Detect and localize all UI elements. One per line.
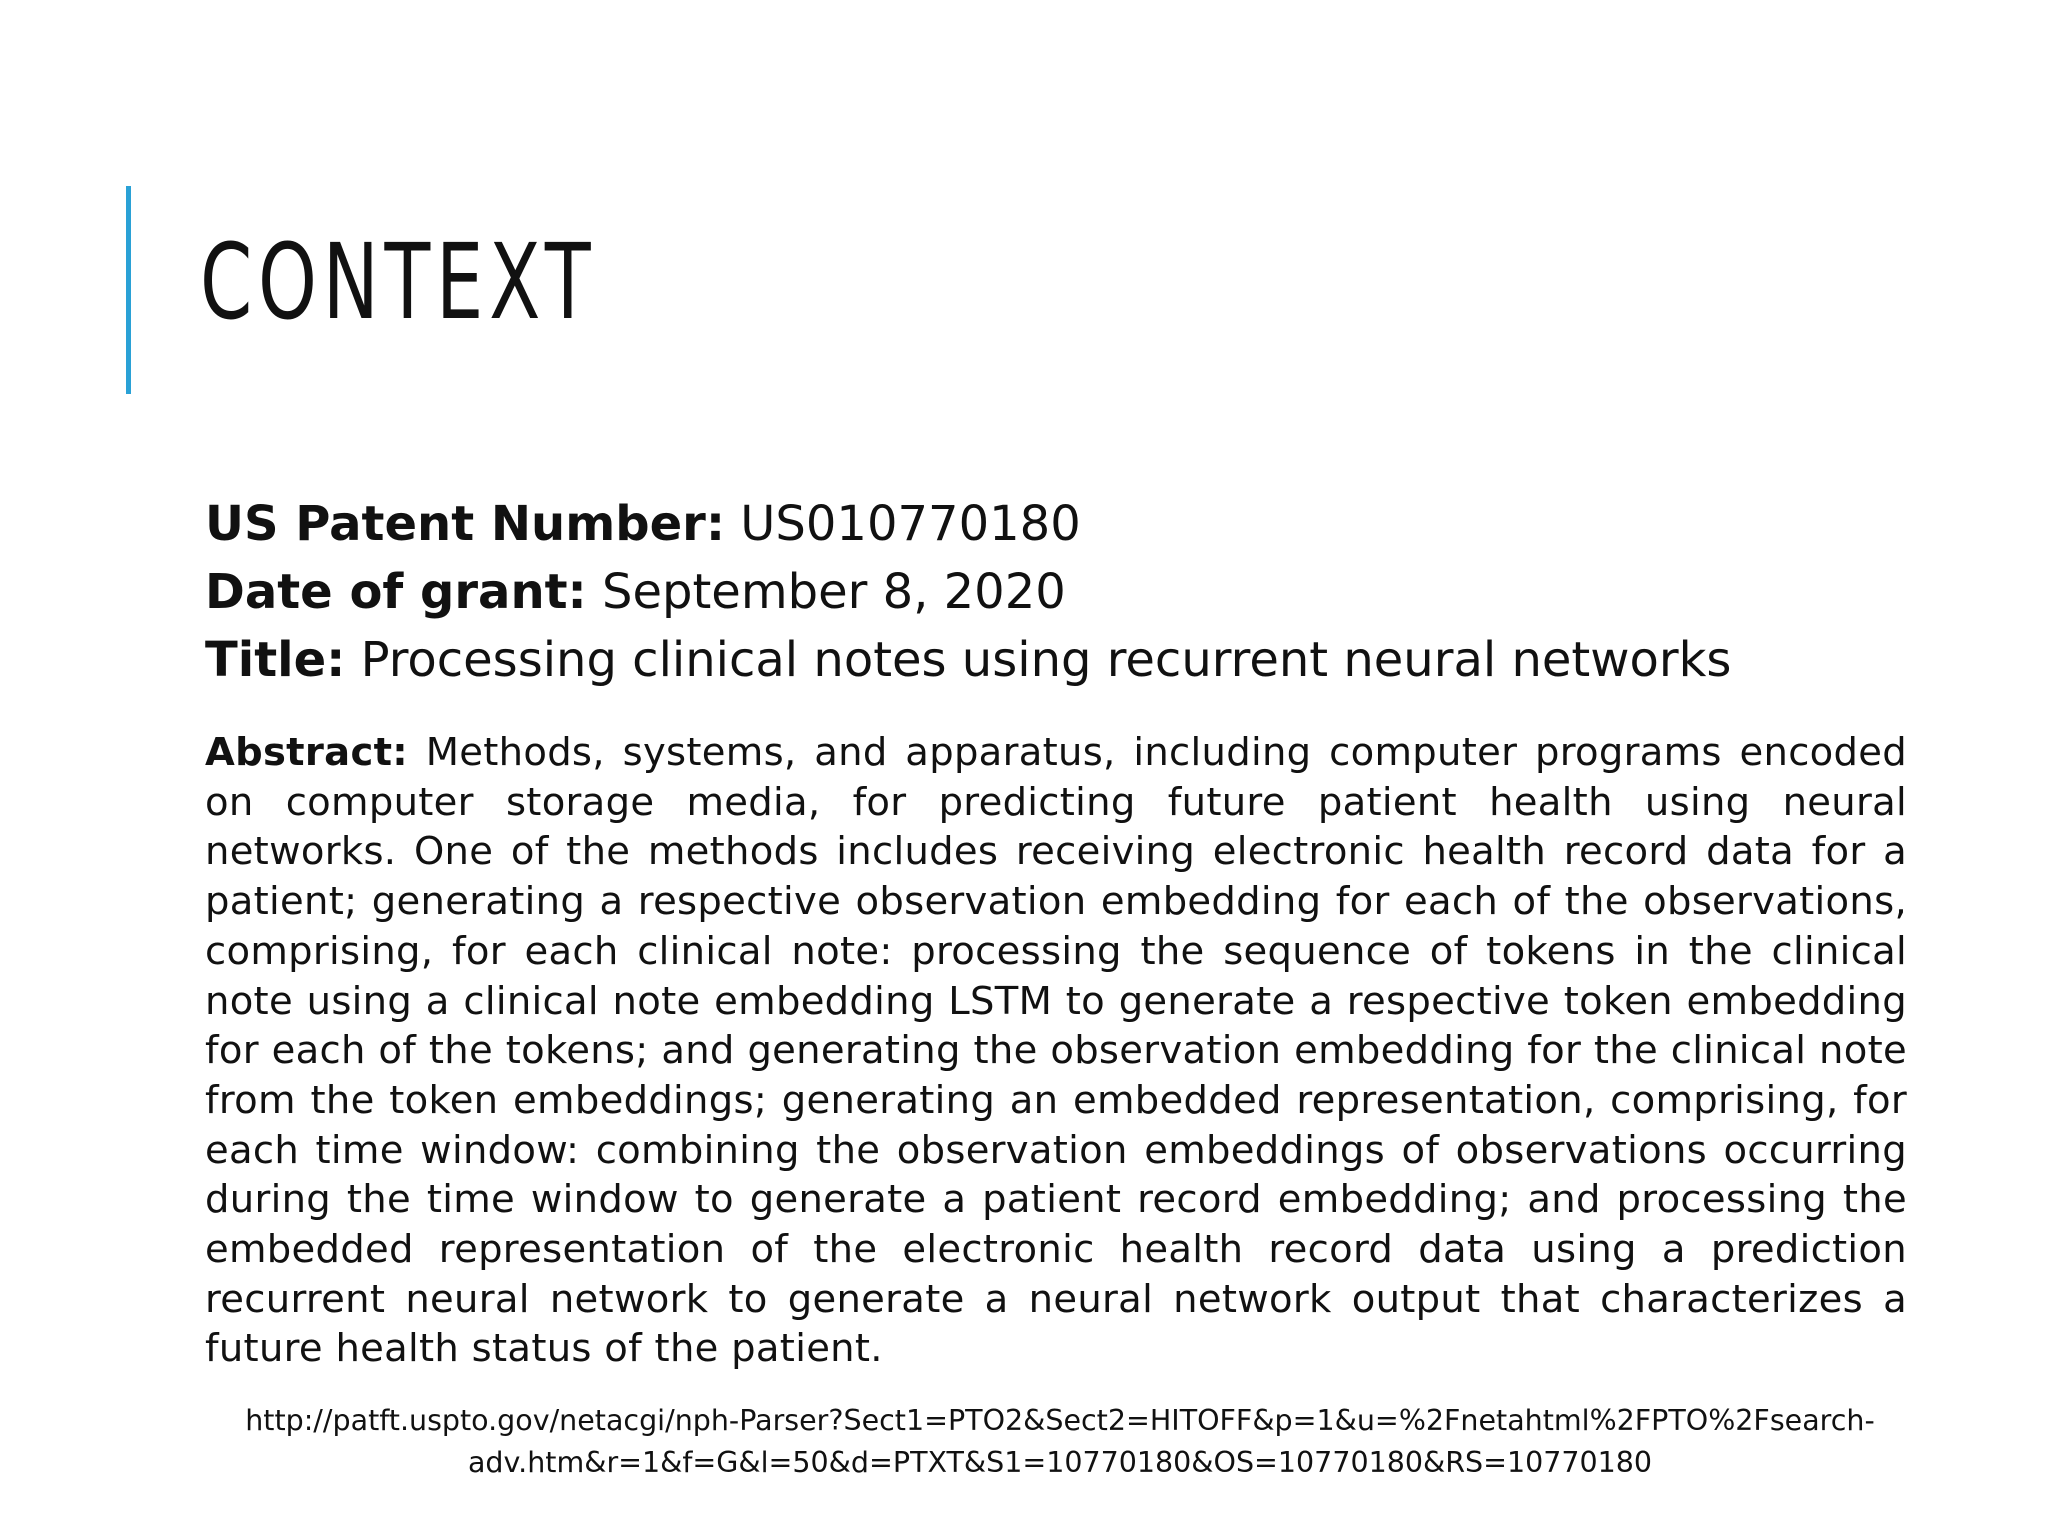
patent-title-line [205, 626, 1905, 694]
grant-date-label: Date of grant: [205, 564, 587, 620]
slide-title: CONTEXT [200, 221, 597, 343]
title-accent-bar [126, 186, 131, 394]
patent-title-label: Title: [205, 632, 346, 688]
patent-number-value: US010770180 [740, 496, 1081, 552]
abstract-paragraph [205, 728, 1907, 1374]
patent-number-line [205, 490, 1905, 558]
patent-number-label: US Patent Number: [205, 496, 726, 552]
grant-date-line [205, 558, 1905, 626]
patent-meta [205, 490, 1905, 694]
source-url: http://patft.uspto.gov/netacgi/nph-Parser?Sect1=PTO2&Sect2=HITOFF&p=1&u=%2Fnetahtml%2FPTO%2Fsearch-adv.htm&r=1&f=G&l=50&d=PTXT&S1=10770180&OS=10770180&RS=10770180 [245, 1404, 1875, 1479]
patent-title-value: Processing clinical notes using recurrent neural networks [360, 632, 1732, 688]
abstract-label: Abstract: [205, 730, 408, 775]
abstract-text: Methods, systems, and apparatus, including computer programs encoded on computer storage media, for predicting future patient health using neural networks. One of the methods includes receiving electronic health record data for a patient; generating a respective observation embedding for each of the observations, comprising, for each clinical note: processing the sequence of tokens in the clinical note using a clinical note embedding LSTM to generate a respective token embedding for each of the tokens; and generating the observation embedding for the clinical note from the token embeddings; generating an embedded representation, comprising, for each time window: combining the observation embeddings of observations occurring during the time window to generate a patient record embedding; and processing the embedded representation of the electronic health record data using a prediction recurrent neural network to generate a neural network output that characterizes a future health status of the patient. [205, 730, 1907, 1372]
grant-date-value: September 8, 2020 [602, 564, 1066, 620]
